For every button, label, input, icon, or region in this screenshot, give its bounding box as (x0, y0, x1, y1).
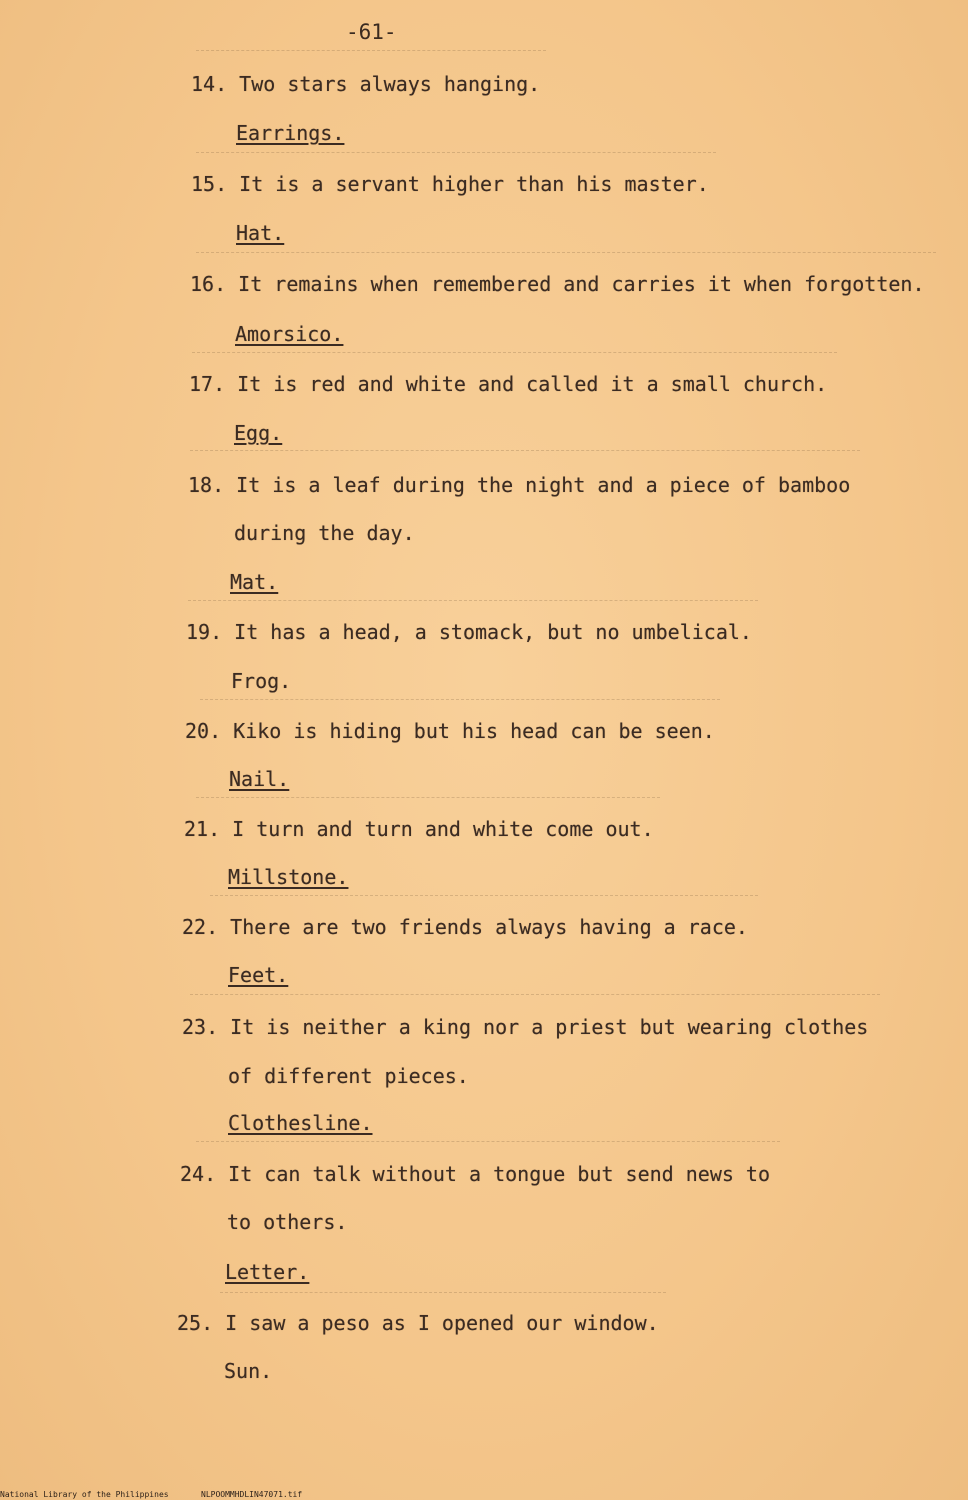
riddle-15 (191, 172, 709, 196)
answer-text: Clothesline. (228, 1111, 373, 1135)
riddle-16 (190, 272, 925, 296)
answer-text: Earrings. (236, 121, 345, 145)
answer-22 (228, 963, 288, 987)
riddle-17 (189, 372, 827, 396)
footer-filename: NLPOOMMHDLIN47071.tif (201, 1490, 303, 1499)
answer-text: Egg. (234, 421, 283, 445)
bleed-through-line (220, 1292, 666, 1294)
answer-text: Letter. (225, 1260, 310, 1284)
answer-24 (225, 1260, 309, 1284)
answer-18 (230, 570, 278, 594)
riddle-text: Two stars always hanging. (239, 72, 541, 96)
page-number: -61- (346, 20, 397, 44)
answer-20 (229, 767, 289, 791)
bleed-through-line (196, 252, 936, 254)
riddle-18 (188, 473, 850, 497)
riddle-21 (184, 817, 654, 841)
riddle-text: It remains when remembered and carries it when forgotten. (238, 272, 925, 296)
riddle-23 (182, 1015, 868, 1039)
answer-text: Frog. (231, 669, 292, 693)
riddle-text: Kiko is hiding but his head can be seen. (233, 719, 715, 743)
riddle-20 (185, 719, 715, 743)
answer-text: Sun. (224, 1359, 273, 1383)
bleed-through-line (196, 152, 716, 154)
riddle-text: It is a leaf during the night and a piece of bamboo (236, 473, 851, 497)
bleed-through-line (190, 994, 880, 996)
riddle-text: There are two friends always having a race. (230, 915, 748, 939)
riddle-24-continued (227, 1210, 347, 1234)
answer-text: Millstone. (228, 865, 349, 889)
riddle-text: It can talk without a tongue but send news to (228, 1162, 771, 1186)
bleed-through-line (196, 50, 546, 52)
riddle-22 (182, 915, 748, 939)
answer-text: Amorsico. (235, 322, 344, 346)
answer-14 (236, 121, 344, 145)
bleed-through-line (196, 1141, 780, 1143)
answer-text: Nail. (229, 767, 290, 791)
answer-text: Mat. (230, 570, 279, 594)
bleed-through-line (190, 450, 860, 452)
answer-15 (236, 221, 284, 245)
answer-23 (228, 1111, 373, 1135)
riddle-number: 23. (182, 1015, 219, 1039)
answer-text: Hat. (236, 221, 285, 245)
riddle-number: 14. (191, 72, 228, 96)
riddle-23-continued (228, 1064, 469, 1088)
riddle-text: It is neither a king nor a priest but wearing clothes (230, 1015, 869, 1039)
bleed-through-line (200, 699, 720, 701)
riddle-number: 25. (177, 1311, 214, 1335)
riddle-text: It is a servant higher than his master. (239, 172, 709, 196)
riddle-text: I turn and turn and white come out. (232, 817, 654, 841)
riddle-number: 22. (182, 915, 219, 939)
riddle-text: to others. (227, 1210, 348, 1234)
riddle-number: 16. (190, 272, 227, 296)
riddle-14 (191, 72, 540, 96)
riddle-18-continued (234, 521, 415, 545)
riddle-number: 20. (185, 719, 222, 743)
riddle-number: 18. (188, 473, 225, 497)
riddle-text: during the day. (234, 521, 415, 545)
bleed-through-line (192, 352, 837, 354)
riddle-number: 24. (180, 1162, 217, 1186)
answer-21 (228, 865, 348, 889)
riddle-number: 15. (191, 172, 228, 196)
riddle-24 (180, 1162, 770, 1186)
riddle-25 (177, 1311, 659, 1335)
answer-17 (234, 421, 282, 445)
riddle-text: I saw a peso as I opened our window. (225, 1311, 659, 1335)
answer-25 (224, 1359, 272, 1383)
bleed-through-line (196, 797, 660, 799)
riddle-number: 17. (189, 372, 226, 396)
answer-16 (235, 322, 343, 346)
riddle-number: 21. (184, 817, 221, 841)
answer-19 (231, 669, 291, 693)
riddle-number: 19. (186, 620, 223, 644)
answer-text: Feet. (228, 963, 289, 987)
riddle-text: It is red and white and called it a small church. (237, 372, 828, 396)
bleed-through-line (210, 895, 758, 897)
riddle-19 (186, 620, 752, 644)
footer-library: National Library of the Philippines (0, 1490, 169, 1499)
bleed-through-line (188, 600, 758, 602)
riddle-text: It has a head, a stomack, but no umbelical. (234, 620, 752, 644)
riddle-text: of different pieces. (228, 1064, 469, 1088)
